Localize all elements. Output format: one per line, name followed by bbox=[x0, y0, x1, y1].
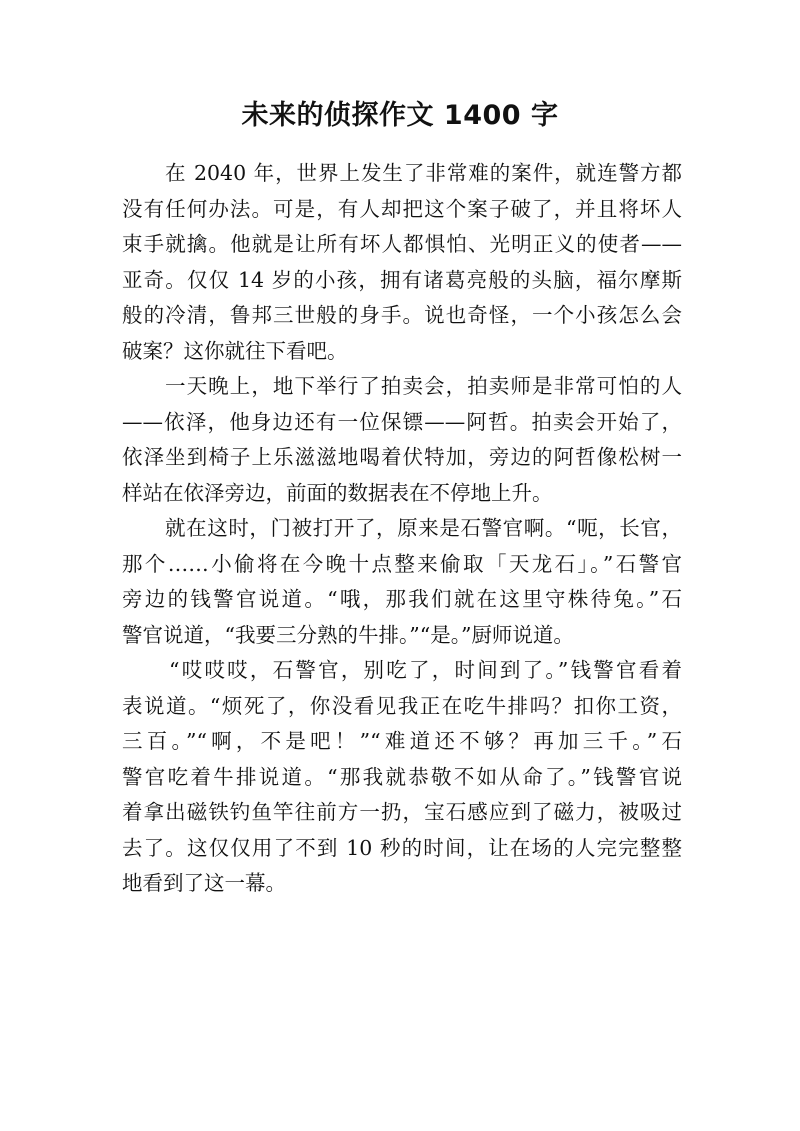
text-line: 束手就擒。他就是让所有坏人都惧怕、光明正义的使者—— bbox=[122, 232, 682, 256]
paragraph-1 bbox=[122, 156, 682, 369]
text-line: 依泽坐到椅子上乐滋滋地喝着伏特加，旁边的阿哲像松树一 bbox=[122, 445, 682, 469]
text-line: 一天晚上，地下举行了拍卖会，拍卖师是非常可怕的人 bbox=[165, 374, 682, 398]
text-line: 那个……小偷将在今晚十点整来偷取「天龙石」。”石警官 bbox=[122, 551, 682, 576]
paragraph-3 bbox=[122, 511, 682, 653]
text-line: 般的冷清，鲁邦三世般的身手。说也奇怪，一个小孩怎么会 bbox=[122, 303, 682, 327]
paragraph-4 bbox=[122, 653, 682, 902]
text-line: 地看到了这一幕。 bbox=[122, 871, 286, 895]
text-line: ——依泽，他身边还有一位保镖——阿哲。拍卖会开始了， bbox=[122, 409, 682, 434]
document-title: 未来的侦探作文 1400 字 bbox=[241, 100, 559, 131]
text-line: 去了。这仅仅用了不到 10 秒的时间，让在场的人完完整整 bbox=[122, 835, 682, 860]
document-body bbox=[122, 156, 682, 902]
text-line: 破案？这你就往下看吧。 bbox=[122, 338, 348, 363]
text-line: “哎哎哎，石警官，别吃了，时间到了。”钱警官看着 bbox=[169, 658, 682, 682]
text-line: 没有任何办法。可是，有人却把这个案子破了，并且将坏人 bbox=[122, 196, 682, 221]
paragraph-2 bbox=[122, 369, 682, 511]
text-line: 样站在依泽旁边，前面的数据表在不停地上升。 bbox=[122, 480, 553, 505]
text-line: 就在这时，门被打开了，原来是石警官啊。“呃，长官， bbox=[165, 516, 682, 540]
text-line: 表说道。“烦死了，你没看见我正在吃牛排吗？扣你工资， bbox=[122, 693, 682, 718]
text-line: 在 2040 年，世界上发生了非常难的案件，就连警方都 bbox=[165, 161, 682, 185]
text-line: 亚奇。仅仅 14 岁的小孩，拥有诸葛亮般的头脑，福尔摩斯 bbox=[122, 267, 682, 292]
text-line: 警官吃着牛排说道。“那我就恭敬不如从命了。”钱警官说 bbox=[122, 764, 682, 789]
text-line: 警官说道，“我要三分熟的牛排。”“是。”厨师说道。 bbox=[122, 622, 574, 647]
text-line: 三百。”“啊，不是吧！”“难道还不够？再加三千。”石 bbox=[122, 729, 682, 753]
text-line: 着拿出磁铁钓鱼竿往前方一扔，宝石感应到了磁力，被吸过 bbox=[122, 800, 682, 824]
text-line: 旁边的钱警官说道。“哦，那我们就在这里守株待兔。”石 bbox=[122, 587, 682, 611]
